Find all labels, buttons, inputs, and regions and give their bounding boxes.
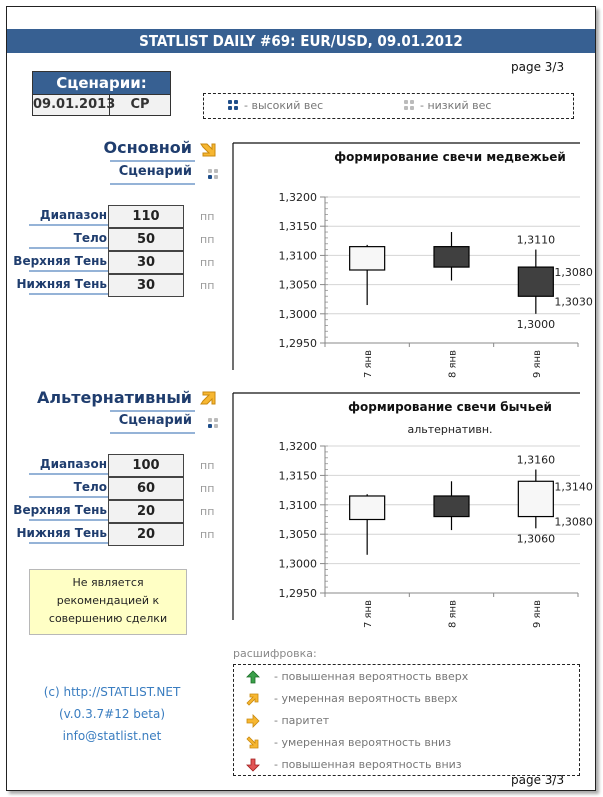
y-tick-label: 1,3050 (278, 278, 317, 292)
x-tick-label: 9 янв (531, 350, 543, 378)
y-tick-label: 1,3100 (278, 249, 317, 263)
data-label-low: 1,3000 (516, 317, 556, 331)
y-tick-label: 1,3150 (278, 469, 317, 483)
legend-item (234, 669, 579, 689)
bullish-candle-chart (225, 385, 593, 630)
param-value: 20 (108, 523, 184, 546)
param-label: Верхняя Тень (13, 254, 107, 268)
page-number-top: page 3/3 (511, 60, 565, 74)
high-weight-label: - высокий вес (244, 99, 324, 112)
param-label: Верхняя Тень (13, 503, 107, 517)
arrow-up-right-orange-icon (246, 692, 260, 706)
param-unit: пп (200, 279, 215, 292)
report-page (6, 6, 596, 791)
scenario-type: CP (130, 97, 150, 112)
bearish-candle-chart (225, 135, 593, 380)
chart-subtitle: альтернативн. (407, 423, 493, 436)
low-weight-label: - низкий вес (420, 99, 492, 112)
y-tick-label: 1,2950 (278, 337, 317, 350)
disclaimer-note (29, 569, 187, 635)
underline (29, 270, 109, 272)
legend-title: расшифровка: (233, 647, 317, 660)
low-weight-icon (208, 418, 219, 429)
underline (29, 473, 109, 475)
legend-item (234, 735, 579, 755)
underline (29, 247, 109, 249)
main-scenario-subtitle: Сценарий (118, 164, 192, 179)
underline (29, 293, 109, 295)
low-weight-icon (404, 100, 415, 111)
x-tick-label: 9 янв (531, 600, 543, 628)
data-label-high: 1,3160 (516, 453, 556, 467)
param-label: Нижняя Тень (16, 277, 107, 291)
arrow-right-orange-icon (246, 714, 260, 728)
x-tick-label: 8 янв (447, 350, 459, 378)
legend-text: - паритет (274, 714, 330, 727)
param-unit: пп (200, 256, 215, 269)
legend-item (234, 691, 579, 711)
arrow-down-red-icon (246, 758, 260, 772)
underline (29, 542, 109, 544)
y-tick-label: 1,3050 (278, 528, 317, 542)
param-label: Диапазон (39, 208, 107, 222)
param-value: 30 (108, 251, 184, 274)
param-value: 110 (108, 205, 184, 228)
y-tick-label: 1,3100 (278, 498, 317, 512)
alt-scenario-title: Альтернативный (37, 388, 192, 407)
bearish-candle (434, 496, 469, 517)
weight-legend (203, 93, 574, 119)
param-unit: пп (200, 459, 215, 472)
bearish-candle (518, 267, 553, 296)
param-label: Нижняя Тень (16, 526, 107, 540)
param-unit: пп (200, 528, 215, 541)
bullish-candle (518, 481, 553, 516)
underline (110, 160, 195, 162)
bullish-candle (350, 496, 385, 520)
underline (110, 432, 195, 434)
arrow-down-right-orange-icon (246, 736, 260, 750)
arrow-up-green-icon (246, 670, 260, 684)
param-value: 60 (108, 477, 184, 500)
arrow-up-right-icon (199, 390, 217, 408)
param-value: 30 (108, 274, 184, 297)
underline (29, 496, 109, 498)
param-value: 50 (108, 228, 184, 251)
scenarios-header: Сценарии: (33, 72, 170, 95)
scenario-date: 09.01.2013 (33, 95, 110, 115)
param-label: Тело (73, 231, 107, 245)
direction-legend (233, 664, 580, 776)
bullish-candle (350, 247, 385, 270)
legend-text: - повышенная вероятность вниз (274, 758, 462, 771)
main-scenario-title: Основной (103, 138, 192, 157)
y-tick-label: 1,3000 (278, 307, 317, 321)
data-label-high: 1,3110 (516, 233, 556, 247)
x-tick-label: 7 янв (363, 350, 375, 378)
scenarios-table (32, 71, 171, 116)
param-label: Диапазон (39, 457, 107, 471)
chart-title: формирование свечи бычьей (348, 400, 552, 414)
param-unit: пп (200, 505, 215, 518)
site-link[interactable]: (c) http://STATLIST.NET (43, 685, 181, 699)
y-tick-label: 1,3200 (278, 191, 317, 204)
legend-text: - повышенная вероятность вверх (274, 670, 469, 683)
underline (110, 183, 195, 185)
param-unit: пп (200, 482, 215, 495)
param-label: Тело (73, 480, 107, 494)
x-tick-label: 8 янв (447, 600, 459, 628)
param-value: 100 (108, 454, 184, 477)
y-tick-label: 1,3200 (278, 440, 317, 453)
email-link[interactable]: info@statlist.net (62, 729, 162, 743)
report-title: STATLIST DAILY #69: EUR/USD, 09.01.2012 (7, 29, 595, 53)
high-weight-icon (228, 100, 239, 111)
legend-text: - умеренная вероятность вниз (274, 736, 452, 749)
bearish-candle (434, 247, 469, 267)
version-text: (v.0.3.7#12 beta) (58, 707, 166, 721)
y-tick-label: 1,2950 (278, 587, 317, 600)
underline (29, 224, 109, 226)
param-unit: пп (200, 210, 215, 223)
data-label-body-top: 1,3080 (554, 266, 593, 280)
param-value: 20 (108, 500, 184, 523)
data-label-body-top: 1,3140 (554, 480, 593, 494)
underline (110, 410, 195, 412)
underline (29, 519, 109, 521)
y-tick-label: 1,3000 (278, 557, 317, 571)
chart-title: формирование свечи медвежьей (334, 150, 566, 164)
legend-text: - умеренная вероятность вверх (274, 692, 458, 705)
data-label-body-bottom: 1,3030 (554, 295, 593, 309)
alt-scenario-subtitle: Сценарий (118, 413, 192, 428)
y-tick-label: 1,3150 (278, 220, 317, 234)
x-tick-label: 7 янв (363, 600, 375, 628)
legend-item (234, 713, 579, 733)
disclaimer-line: рекомендацией к (56, 594, 160, 607)
page-number-bottom: page 3/3 (511, 773, 565, 787)
arrow-down-right-icon (199, 140, 217, 158)
data-label-low: 1,3060 (516, 532, 556, 546)
param-unit: пп (200, 233, 215, 246)
low-weight-icon (208, 169, 219, 180)
disclaimer-line: Не является (72, 576, 144, 589)
disclaimer-line: совершению сделки (48, 612, 168, 625)
data-label-body-bottom: 1,3080 (554, 515, 593, 529)
